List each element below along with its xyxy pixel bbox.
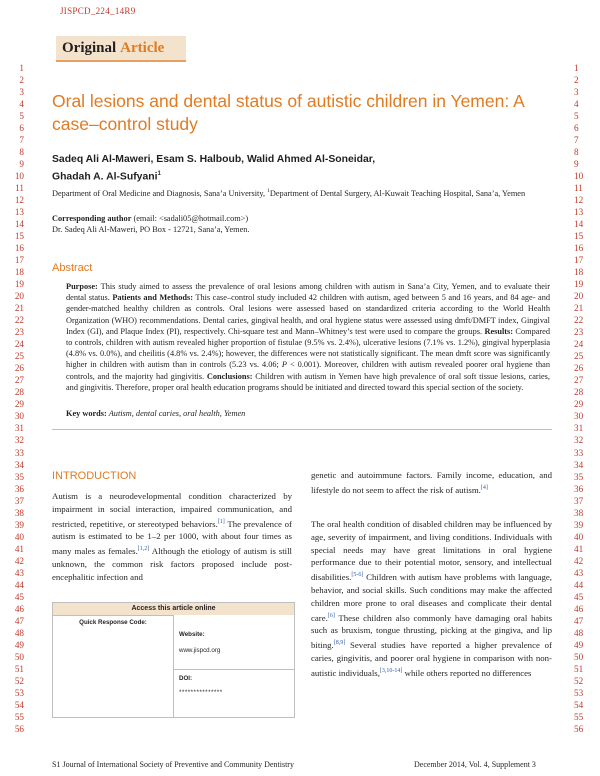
line-number: 29 [14,399,24,410]
line-number: 35 [574,471,584,482]
line-number: 9 [574,159,579,170]
line-number: 36 [14,483,24,494]
intro-right-top-text: genetic and autoimmune factors. Family income, education, and lifestyle do not seem to affect the risk of autism. [311,470,552,495]
abstract-methods-label: Patients and Methods: [112,293,193,303]
line-number: 1 [574,63,579,73]
abstract-results-text-2: < 0.001). Moreover, children with autism revealed poorer oral hygiene than controls, and the majority had gingivitis. [66,360,550,381]
line-number: 15 [14,231,24,242]
intro-right-text-4: Several studies have reported a higher prevalence of caries, gingivitis, and poorer oral hygiene in comparison with non-autistic individuals, [311,639,552,678]
line-number: 21 [14,303,24,314]
line-number: 33 [14,447,24,458]
line-number: 53 [574,687,584,698]
line-number: 42 [574,555,584,566]
abstract-heading: Abstract [52,262,93,274]
intro-right-column-bottom [311,518,552,679]
intro-left-text-1: Autism is a neurodevelopmental condition characterized by impairment in social interaction, impaired communication, and restricted, repetitive, or stereotyped behaviors. [52,491,292,529]
line-number: 10 [14,171,24,182]
author-line-2-text: Ghadah A. Al-Sufyani [52,171,158,183]
line-number: 55 [14,711,24,722]
line-number: 45 [14,591,24,602]
line-number: 7 [574,135,579,146]
line-number: 13 [574,207,584,218]
line-number: 2 [19,75,24,86]
abstract-body [66,281,550,393]
line-number: 6 [19,123,24,134]
intro-right-text-5: while others reported no differences [402,667,532,678]
line-number: 21 [574,303,584,314]
line-number: 10 [574,171,584,182]
line-number: 20 [14,291,24,302]
abstract-results-text: Compared to controls, children with autism revealed higher proportion of fistulae (9.5% vs. 2.4%), ulcerative lesions (7.1% vs. 1.2%), gingival hyperplasia (4.8% vs. 0.0%), and cheilitis (4.8% vs. 2.4%); however, the differences were not statistically significant. The mean dmft score was significantly higher in children with autism than in controls (5.23 vs. 4.06; [66,326,550,370]
intro-left-column [52,490,292,583]
line-number: 26 [574,363,584,374]
line-number: 22 [14,315,24,326]
line-number: 1 [19,63,24,73]
line-number: 56 [574,723,584,734]
line-number: 35 [14,471,24,482]
citation-link[interactable]: [3,10-14] [379,667,403,674]
footer-issue: December 2014, Vol. 4, Supplement 3 [414,760,536,769]
line-number: 25 [574,351,584,362]
line-number: 43 [574,567,584,578]
line-number: 28 [14,387,24,398]
line-number: 13 [14,207,24,218]
line-number: 47 [574,615,584,626]
intro-right-text-2: Children with autism have problems with language, behavior, and social skills. Such conditions may make the affected children more prone to oral diseases and complicate their dental care. [311,572,552,623]
line-number: 19 [574,279,584,290]
line-numbers-left [2,62,24,735]
line-number: 56 [14,723,24,734]
line-number: 39 [14,519,24,530]
line-number: 34 [14,459,24,470]
citation-link[interactable]: [1] [217,518,225,525]
line-number: 26 [14,363,24,374]
line-number: 11 [574,183,583,194]
line-number: 18 [574,267,584,278]
line-number: 7 [19,135,24,146]
line-number: 33 [574,447,584,458]
footer-journal: S1 Journal of International Society of Preventive and Community Dentistry [52,760,294,769]
line-number: 32 [14,435,24,446]
doi-value: *************** [179,689,223,696]
line-number: 50 [574,651,584,662]
line-number: 29 [574,399,584,410]
line-number: 4 [574,99,579,110]
line-number: 40 [14,531,24,542]
line-number: 4 [19,99,24,110]
author-line-1: Sadeq Ali Al-Maweri, Esam S. Halboub, Walid Ahmed Al-Soneidar, [52,154,376,165]
line-number: 49 [574,639,584,650]
line-number: 8 [574,147,579,158]
qr-code-area [53,629,174,717]
line-number: 17 [574,255,584,266]
affiliation [52,186,562,199]
line-number: 44 [14,579,24,590]
author-affil-sup: 1 [157,171,161,177]
introduction-heading: INTRODUCTION [52,470,137,482]
qr-code-label: Quick Response Code: [53,615,174,630]
author-line-2 [52,167,552,184]
line-number: 51 [574,663,584,674]
section-label-badge [56,36,186,62]
line-number: 2 [574,75,579,86]
affiliation-sup: 1 [267,188,270,194]
line-number: 40 [574,531,584,542]
section-label-original: Original [62,40,117,56]
correspondence-email[interactable]: (email: <sadali05@hotmail.com>) [131,214,249,223]
line-number: 3 [574,87,579,98]
abstract-methods-text: This case–control study included 42 children with autism, aged between 5 and 16 years, and 84 age- and gender-matched healthy children as controls. Oral lesions were assessed based on standardized criteria according to the World Health Organization (WHO) recommendations. Dental caries, gingival health, and oral hygiene status were assessed using dmft/DMFT index, Gingival Index (GI), and Plaque Index (PI), respectively. Chi-square test and Mann–Whitney’s test were used to compare the groups. [66,293,550,336]
website-link[interactable]: www.jispcd.org [179,647,221,654]
doi-label: DOI: [179,675,193,682]
line-number: 37 [574,495,584,506]
intro-right-text-1: The oral health condition of disabled children may be influenced by age, severity of impairment, and living conditions. Individuals with special needs may have great limitations in oral hygiene performance due to their potential motor, sensory, and intellectual disabilities. [311,519,552,583]
line-number: 14 [14,219,24,230]
citation-link[interactable]: [8,9] [333,640,346,647]
line-number: 54 [574,699,584,710]
line-number: 30 [14,411,24,422]
line-number: 22 [574,315,584,326]
line-number: 53 [14,687,24,698]
line-number: 48 [14,627,24,638]
intro-left-text-2: The prevalence of autism is estimated to be 1–2 per 1000, with about four times as many males as females. [52,518,292,557]
line-number: 41 [14,543,24,554]
keywords-text: Autism, dental caries, oral health, Yemen [106,409,246,418]
line-number: 6 [574,123,579,134]
line-number: 12 [574,195,584,206]
citation-link[interactable]: [6] [327,612,335,619]
access-online-box [52,602,295,718]
line-number: 41 [574,543,584,554]
line-number: 42 [14,555,24,566]
line-number: 9 [19,159,24,170]
website-label: Website: [179,631,205,638]
line-number: 39 [574,519,584,530]
abstract-purpose-label: Purpose: [66,282,98,291]
section-label-article: Article [120,40,165,56]
intro-left-text-3: Although the etiology of autism is still unknown, the common risk factors proposed include post-encephalitic infection and [52,546,292,582]
correspondence-line-1 [52,213,562,224]
line-number: 5 [574,111,579,122]
line-number: 20 [574,291,584,302]
abstract-results-label: Results: [484,326,514,336]
line-number: 47 [14,615,24,626]
line-number: 5 [19,111,24,122]
line-number: 43 [14,567,24,578]
line-number: 36 [574,483,584,494]
line-numbers-right [574,62,594,735]
keywords [66,408,550,419]
line-number: 19 [14,279,24,290]
line-number: 34 [574,459,584,470]
line-number: 31 [14,423,24,434]
line-number: 44 [574,579,584,590]
line-number: 51 [14,663,24,674]
line-number: 11 [15,183,24,194]
line-number: 27 [14,375,24,386]
line-number: 38 [14,507,24,518]
manuscript-code: JISPCD_224_14R9 [60,6,136,16]
line-number: 3 [19,87,24,98]
line-number: 54 [14,699,24,710]
correspondence-address: Dr. Sadeq Ali Al-Maweri, PO Box - 12721, Sana’a, Yemen. [52,225,250,234]
line-number: 31 [574,423,584,434]
line-number: 23 [574,327,584,338]
citation-link[interactable]: [1,2] [137,546,150,553]
line-number: 28 [574,387,584,398]
line-number: 24 [574,339,584,350]
doi-divider [173,669,294,670]
correspondence-label: Corresponding author [52,214,132,223]
line-number: 23 [14,327,24,338]
line-number: 50 [14,651,24,662]
abstract-purpose-text: This study aimed to assess the prevalence of oral lesions among children with autism in Sana’a City, Yemen, and to evaluate their dental status. [66,282,550,303]
line-number: 55 [574,711,584,722]
line-number: 49 [14,639,24,650]
line-number: 16 [574,243,584,254]
citation-link[interactable]: [4] [480,484,488,491]
intro-right-text-3: These children also commonly have damaging oral habits such as bruxism, tongue thrusting, picking at the gingiva, and lip biting. [311,612,552,650]
correspondence [52,213,562,235]
line-number: 17 [14,255,24,266]
line-number: 27 [574,375,584,386]
author-list [52,152,552,184]
intro-right-column-top [311,469,552,497]
citation-link[interactable]: [5-6] [351,572,364,579]
line-number: 12 [14,195,24,206]
abstract-conclusions-label: Conclusions: [206,371,253,381]
affiliation-part-2: Department of Dental Surgery, Al-Kuwait Teaching Hospital, Sana’a, Yemen [269,188,526,198]
article-title: Oral lesions and dental status of autistic children in Yemen: A case–control study [52,91,524,134]
access-box-header: Access this article online [53,603,294,615]
line-number: 24 [14,339,24,350]
line-number: 32 [574,435,584,446]
affiliation-part-1: Department of Oral Medicine and Diagnosis, Sana’a University, [52,188,268,198]
line-number: 15 [574,231,584,242]
line-number: 52 [574,675,584,686]
line-number: 46 [574,603,584,614]
line-number: 8 [19,147,24,158]
section-divider [52,429,552,430]
abstract-p-symbol: P [281,360,287,370]
line-number: 14 [574,219,584,230]
line-number: 46 [14,603,24,614]
keywords-label: Key words: [66,409,107,418]
line-number: 18 [14,267,24,278]
line-number: 16 [14,243,24,254]
line-number: 52 [14,675,24,686]
line-number: 25 [14,351,24,362]
abstract-conclusions-text: Children with autism in Yemen have high prevalence of oral soft tissue lesions, caries, and gingivitis. Therefore, proper oral health education programs should be initiated and directed toward this special section of the society. [66,371,550,392]
line-number: 48 [574,627,584,638]
line-number: 38 [574,507,584,518]
line-number: 37 [14,495,24,506]
line-number: 30 [574,411,584,422]
line-number: 45 [574,591,584,602]
